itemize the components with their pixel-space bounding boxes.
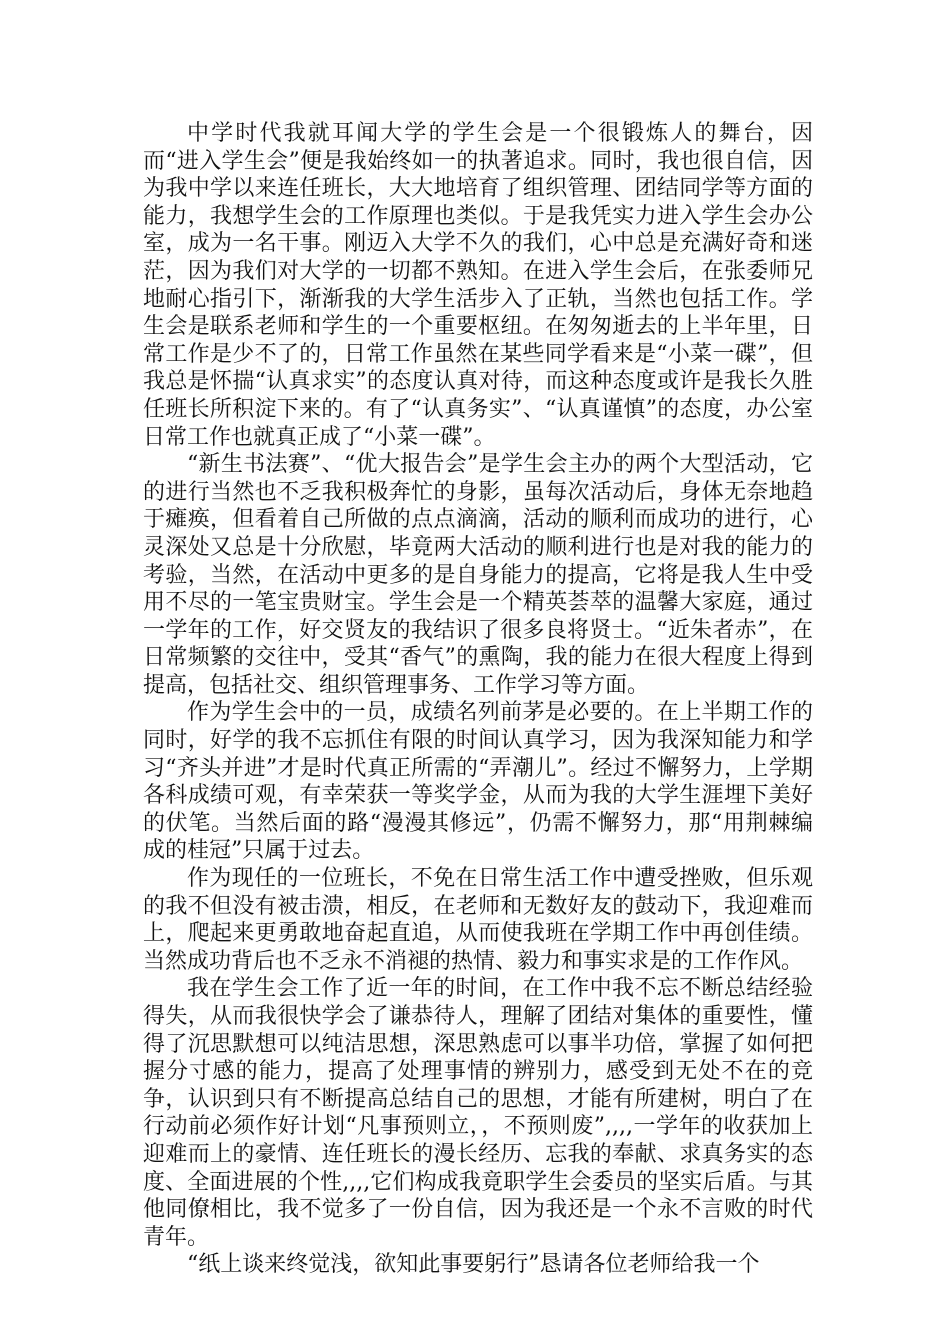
paragraph-5: 我在学生会工作了近一年的时间，在工作中我不忘不断总结经验得失，从而我很快学会了谦恭待人，理解了团结对集体的重要性，懂得了沉思默想可以纯洁思想，深思熟虑可以事半功倍，掌握了如何把握分寸感的能力，提高了处理事情的辨别力，感受到无处不在的竞争，认识到只有不断提高总结自己的思想，才能有所建树，明白了在行动前必须作好计划“凡事预则立，，不预则废”,,,,一学年的收获加上迎难而上的豪情、连任班长的漫长经历、忘我的奉献、求真务实的态度、全面进展的个性,,,,它们构成我竟职学生会委员的坚实后盾。与其他同僚相比，我不觉多了一份自信，因为我还是一个永不言败的时代青年。 [143,976,813,1250]
paragraph-2: “新生书法赛”、“优大报告会”是学生会主办的两个大型活动，它的进行当然也不乏我积极奔忙的身影，虽每次活动后，身体无奈地趋于瘫痪，但看着自己所做的点点滴滴，活动的顺利而成功的进行，心灵深处又总是十分欣慰，毕竟两大活动的顺利进行也是对我的能力的考验，当然，在活动中更多的是自身能力的提高，它将是我人生中受用不尽的一笔宝贵财宝。学生会是一个精英荟萃的温馨大家庭，通过一学年的工作，好交贤友的我结识了很多良将贤士。“近朱者赤”，在日常频繁的交往中，受其“香气”的熏陶，我的能力在很大程度上得到提高，包括社交、组织管理事务、工作学习等方面。 [143,452,813,698]
paragraph-1: 中学时代我就耳闻大学的学生会是一个很锻炼人的舞台，因而“进入学生会”便是我始终如一的执著追求。同时，我也很自信，因为我中学以来连任班长，大大地培育了组织管理、团结同学等方面的能力，我想学生会的工作原理也类似。于是我凭实力进入学生会办公室，成为一名干事。刚迈入大学不久的我们，心中总是充满好奇和迷茫，因为我们对大学的一切都不熟知。在进入学生会后，在张委师兄地耐心指引下，渐渐我的大学生活步入了正轨，当然也包括工作。学生会是联系老师和学生的一个重要枢纽。在匆匆逝去的上半年里，日常工作是少不了的，日常工作虽然在某些同学看来是“小菜一碟”，但我总是怀揣“认真求实”的态度认真对待，而这种态度或许是我长久胜任班长所积淀下来的。有了“认真务实”、“认真谨慎”的态度，办公室日常工作也就真正成了“小菜一碟”。 [143,121,813,450]
paragraph-4: 作为现任的一位班长，不免在日常生活工作中遭受挫败，但乐观的我不但没有被击溃，相反，在老师和无数好友的鼓动下，我迎难而上，爬起来更勇敢地奋起直追，从而使我班在学期工作中再创佳绩。当然成功背后也不乏永不消褪的热情、毅力和事实求是的工作作风。 [143,866,813,974]
paragraph-3: 作为学生会中的一员，成绩名列前茅是必要的。在上半期工作的同时，好学的我不忘抓住有限的时间认真学习，因为我深知能力和学习“齐头并进”才是时代真正所需的“弄潮儿”。经过不懈努力，上学期各科成绩可观，有幸荣获一等奖学金，从而为我的大学生涯埋下美好的伏笔。当然后面的路“漫漫其修远”，仍需不懈努力，那“用荆棘编成的桂冠”只属于过去。 [143,700,813,864]
paragraph-6: “纸上谈来终觉浅，欲知此事要躬行”恳请各位老师给我一个 [187,1252,760,1278]
document-body [143,120,813,1279]
